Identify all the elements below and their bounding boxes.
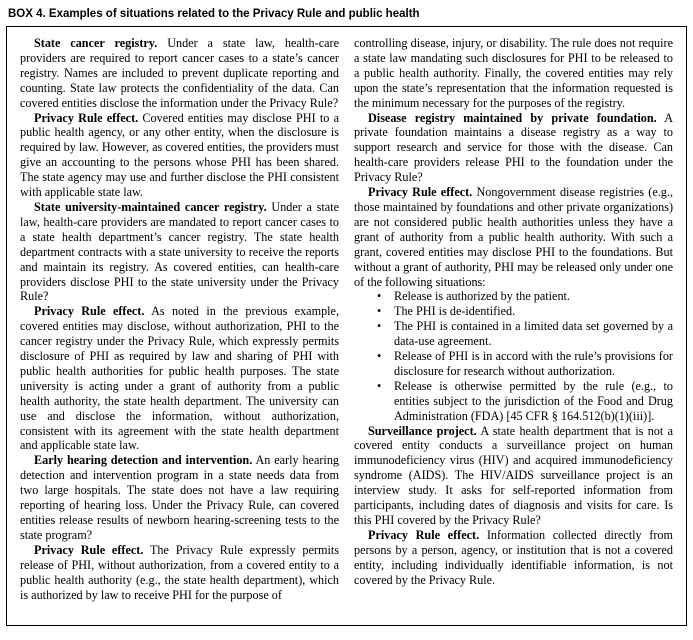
box-title: BOX 4. Examples of situations related to the Privacy Rule and public health xyxy=(8,8,420,20)
paragraph-lead: State university-maintained cancer registry. xyxy=(34,199,267,214)
paragraph-lead: Early hearing detection and intervention. xyxy=(34,453,253,468)
paragraph-disease-registry xyxy=(354,111,673,186)
paragraph-lead: Privacy Rule effect. xyxy=(368,185,473,200)
paragraph-text: Covered entities may disclose PHI to a public health agency, or any other entity, when the disclosure is required by law. However, as covered entities, the providers must give an accounting to the persons whose PHI has been shared. The state agency may use and further disclose the PHI consistent with applicable state law. xyxy=(20,110,339,200)
paragraph-privacy-rule-effect-1 xyxy=(20,111,339,200)
left-column xyxy=(20,36,339,617)
paragraph-lead: State cancer registry. xyxy=(34,36,158,50)
paragraph-text: As noted in the previous example, covered entities may disclose, without authorization, PHI to the cancer registry under the Privacy Rule, which expressly permits disclosure of PHI as required by law and sharing of PHI with public health authorities for public health purposes. The state university is acting under a grant of authority from a public health authority, the state health department. The university can use and disclose the information, without authorization, consistent with its agreement with the state health department and applicable state law. xyxy=(20,304,339,453)
bullet-item: • The PHI is de-identified. xyxy=(394,304,673,319)
right-column xyxy=(354,36,673,617)
content-box xyxy=(6,26,687,626)
paragraph-text: Nongovernment disease registries (e.g., those maintained by foundations and other private organizations) are not considered public health authorities unless they have a grant of authority from a public health authority. With such a grant, covered entities may disclose PHI to the foundations. But without a grant of authority, PHI may be released only under one of the following situations: xyxy=(354,185,673,289)
paragraph-privacy-rule-effect-2 xyxy=(20,304,339,453)
paragraph-text: Under a state law, health-care providers are mandated to report cancer cases to a state health department’s cancer registry. The state health department contracts with a state university to receive the reports and maintain its registry. As covered entities, can health-care providers disclose PHI to the state university under the Privacy Rule? xyxy=(20,199,339,304)
paragraph-text: Information collected directly from persons by a person, agency, or institution that is not a covered entity, including individually identifiable information, is not covered by the Privacy Rule. xyxy=(354,527,673,587)
paragraph-privacy-rule-effect-4 xyxy=(354,185,673,289)
paragraph-state-university-registry xyxy=(20,200,339,304)
bullet-item: • The PHI is contained in a limited data set governed by a data-use agreement. xyxy=(394,319,673,349)
paragraph-state-cancer-registry xyxy=(20,36,339,111)
paragraph-surveillance-project xyxy=(354,424,673,528)
paragraph-lead: Disease registry maintained by private foundation. xyxy=(368,110,657,125)
bullet-list xyxy=(354,289,673,423)
paragraph-lead: Surveillance project. xyxy=(368,423,477,438)
bullet-item: • Release is authorized by the patient. xyxy=(394,289,673,304)
paragraph-text: A private foundation maintains a disease registry as a way to support research and service for those with the disease. Can health-care providers release PHI to the foundation under the Privacy Rule? xyxy=(354,110,673,185)
paragraph-text: An early hearing detection and intervention program in a state needs data from two large hospitals. The state does not have a law requiring reporting of hearing loss. Under the Privacy Rule, can covered entities release results of newborn hearing-screening tests to the state program? xyxy=(20,453,339,542)
paragraph-lead: Privacy Rule effect. xyxy=(34,542,144,557)
paragraph-early-hearing xyxy=(20,453,339,542)
paragraph-text: Under a state law, health-care providers are required to report cancer cases to a state’s cancer registry. Names are included to prevent duplicate reporting and counting. State law protects the confidentiality of the data. Can covered entities disclose the information under the Privacy Rule? xyxy=(20,36,339,110)
bullet-item: • Release is otherwise permitted by the rule (e.g., to entities subject to the jurisdiction of the Food and Drug Administration (FDA) [45 CFR § 164.512(b)(1)(iii)]. xyxy=(394,379,673,424)
bullet-item: • Release of PHI is in accord with the rule’s provisions for disclosure for research without authorization. xyxy=(394,349,673,379)
paragraph-continuation xyxy=(354,36,673,111)
paragraph-text: controlling disease, injury, or disability. The rule does not require a state law mandating such disclosures for PHI to be released to a public health authority. Finally, the covered entities may rely upon the state’s representation that the information requested is the minimum necessary for the purposes of the registry. xyxy=(354,36,673,110)
paragraph-lead: Privacy Rule effect. xyxy=(34,304,145,319)
paragraph-privacy-rule-effect-3 xyxy=(20,543,339,603)
paragraph-text: A state health department that is not a covered entity conducts a surveillance project on human immunodeficiency virus (HIV) and acquired immunodeficiency syndrome (AIDS). The HIV/AIDS surveillance project is an interview study. It asks for self-reported information from participants, including dates of diagnosis and visits for care. Is this PHI covered by the Privacy Rule? xyxy=(354,423,673,527)
paragraph-privacy-rule-effect-5 xyxy=(354,528,673,588)
paragraph-lead: Privacy Rule effect. xyxy=(368,527,480,542)
paragraph-text: The Privacy Rule expressly permits release of PHI, without authorization, from a covered entity to a public health authority (e.g., the state health department), which is authorized by law to receive PHI for the purpose of xyxy=(20,542,339,602)
paragraph-lead: Privacy Rule effect. xyxy=(34,110,139,125)
